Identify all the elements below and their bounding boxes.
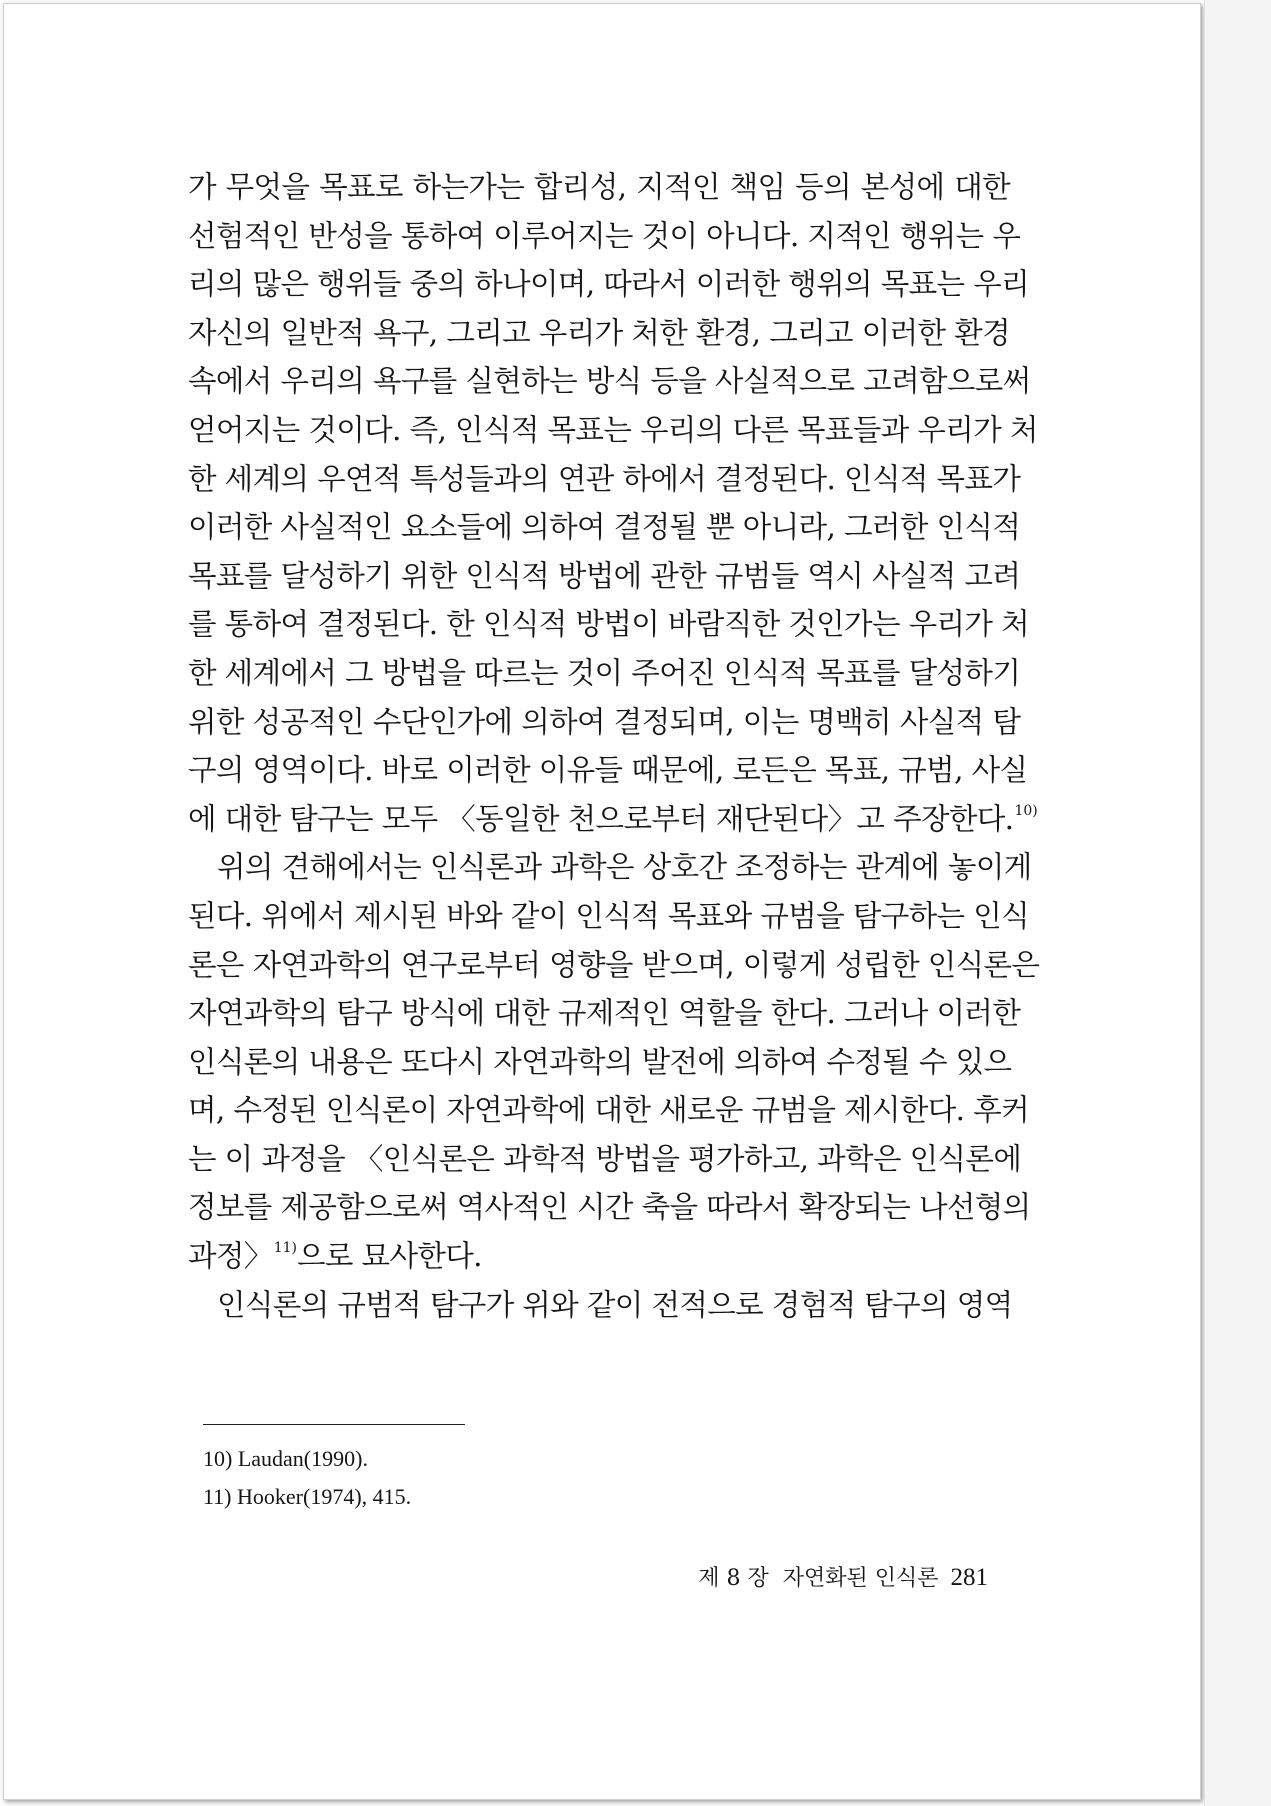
text-line: 된다. 위에서 제시된 바와 같이 인식적 목표와 규범을 탐구하는 인식: [188, 898, 1029, 933]
footnotes: [203, 1440, 411, 1516]
text-line-content: 에 대한 탐구는 모두 〈동일한 천으로부터 재단된다〉고 주장한다.: [188, 801, 1014, 836]
text-line: 목표를 달성하기 위한 인식적 방법에 관한 규범들 역시 사실적 고려: [188, 558, 1021, 593]
chapter-title: 제 8 장 자연화된 인식론: [698, 1566, 939, 1591]
text-line: 자연과학의 탐구 방식에 대한 규제적인 역할을 한다. 그러나 이러한: [188, 996, 1021, 1031]
footnote-divider: [203, 1424, 465, 1425]
text-line-content: 으로 묘사한다.: [296, 1239, 482, 1274]
text-line: 위의 견해에서는 인식론과 과학은 상호간 조정하는 관계에 놓이게: [217, 850, 1032, 885]
text-line: 며, 수정된 인식론이 자연과학에 대한 새로운 규범을 제시한다. 후커: [188, 1093, 1029, 1128]
text-line: 정보를 제공함으로써 역사적인 시간 축을 따라서 확장되는 나선형의: [188, 1190, 1031, 1225]
text-line: 구의 영역이다. 바로 이러한 이유들 때문에, 로든은 목표, 규범, 사실: [188, 753, 1028, 788]
text-line: 인식론의 내용은 또다시 자연과학의 발전에 의하여 수정될 수 있으: [188, 1044, 1012, 1079]
footnote-reference[interactable]: 11): [273, 1240, 297, 1257]
text-line-content: 과정〉: [188, 1239, 273, 1274]
text-line: 선험적인 반성을 통하여 이루어지는 것이 아니다. 지적인 행위는 우: [188, 218, 1021, 253]
footnote-item: 10) Laudan(1990).: [203, 1446, 368, 1471]
text-line: 한 세계의 우연적 특성들과의 연관 하에서 결정된다. 인식적 목표가: [188, 461, 1021, 496]
book-page: [3, 3, 1201, 1800]
footnote-item: 11) Hooker(1974), 415.: [203, 1484, 412, 1509]
text-line: 를 통하여 결정된다. 한 인식적 방법이 바람직한 것인가는 우리가 처: [188, 607, 1029, 642]
text-line: 리의 많은 행위들 중의 하나이며, 따라서 이러한 행위의 목표는 우리: [188, 267, 1029, 302]
text-line: 론은 자연과학의 연구로부터 영향을 받으며, 이렇게 성립한 인식론은: [188, 947, 1040, 982]
text-line: [188, 1232, 1010, 1281]
text-line: 가 무엇을 목표로 하는가는 합리성, 지적인 책임 등의 본성에 대한: [188, 170, 1010, 204]
text-line: 는 이 과정을 〈인식론은 과학적 방법을 평가하고, 과학은 인식론에: [188, 1141, 1022, 1176]
footnote-reference[interactable]: 10): [1014, 802, 1038, 819]
text-line: 얻어지는 것이다. 즉, 인식적 목표는 우리의 다른 목표들과 우리가 처: [188, 412, 1038, 447]
page-number: 281: [950, 1564, 988, 1591]
text-line: [188, 795, 1038, 844]
body-text: [188, 163, 1040, 1329]
text-line: 속에서 우리의 욕구를 실현하는 방식 등을 사실적으로 고려함으로써: [188, 364, 1031, 399]
viewer-margin: [1204, 0, 1271, 1806]
text-line: 한 세계에서 그 방법을 따르는 것이 주어진 인식적 목표를 달성하기: [188, 655, 1021, 690]
text-line: 이러한 사실적인 요소들에 의하여 결정될 뿐 아니라, 그러한 인식적: [188, 510, 1021, 545]
page-footer: [688, 1561, 988, 1592]
text-line: 자신의 일반적 욕구, 그리고 우리가 처한 환경, 그리고 이러한 환경: [188, 315, 1010, 350]
text-line: 위한 성공적인 수단인가에 의하여 결정되며, 이는 명백히 사실적 탐: [188, 704, 1021, 739]
text-line: 인식론의 규범적 탐구가 위와 같이 전적으로 경험적 탐구의 영역: [217, 1287, 1013, 1322]
